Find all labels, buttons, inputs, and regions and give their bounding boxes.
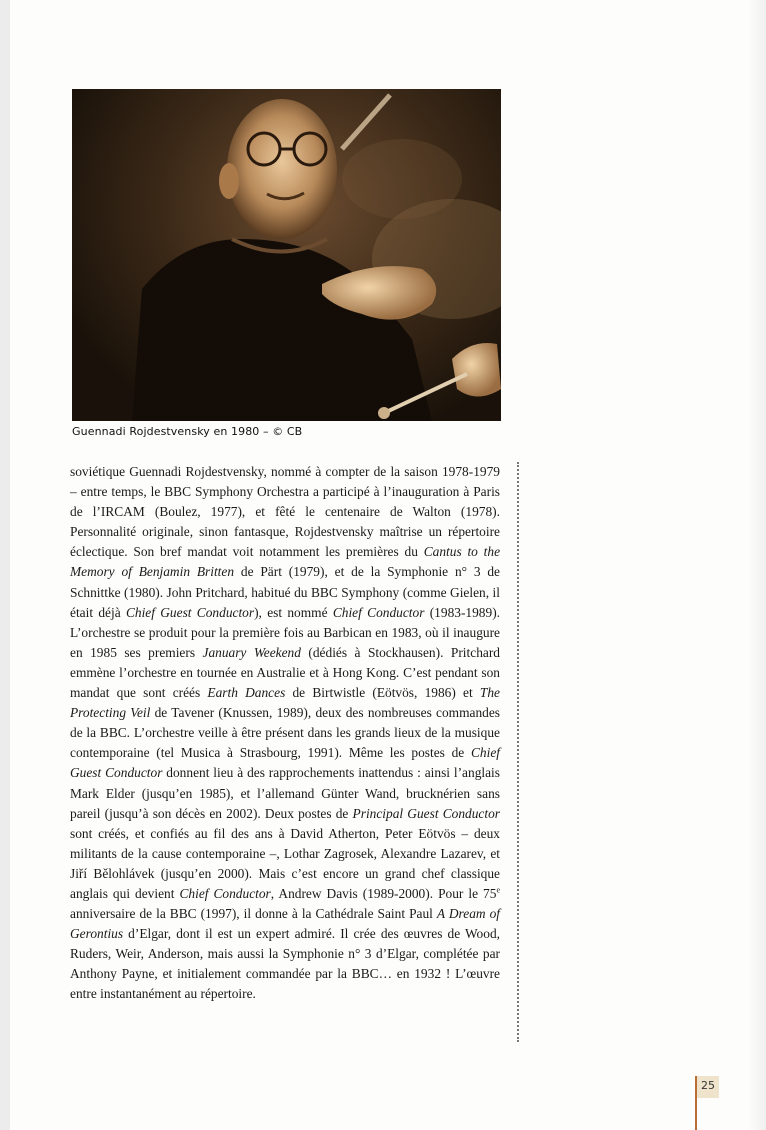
italic-title: Earth Dances bbox=[207, 685, 286, 701]
conductor-photo-illustration bbox=[72, 89, 501, 421]
italic-title: The Protecting Veil bbox=[70, 685, 500, 721]
article-body-text bbox=[70, 462, 500, 1005]
italic-title: Chief Guest Conductor bbox=[125, 604, 255, 620]
italic-title: A Dream of Gerontius bbox=[70, 906, 500, 942]
body-text-run: (1983-1989). L’orchestre se produit pour la première fois au Barbican en 1983, où il inaugure en 1985 ses premiers bbox=[70, 604, 501, 660]
body-text-run: (dédiés à Stockhausen). Pritchard emmène l’orchestre en tournée en Australie et à Hong Kong. C’est pendant son mandat que sont créés bbox=[70, 644, 500, 701]
body-text-run: anniversaire de la BBC (1997), il donne à la Cathédrale Saint Paul bbox=[70, 906, 437, 922]
ordinal-superscript: e bbox=[496, 885, 500, 895]
italic-title: Principal Guest Conductor bbox=[352, 805, 500, 821]
dotted-column-rule bbox=[517, 462, 519, 1042]
body-text-run: de Birtwistle (Eötvös, 1986) et bbox=[285, 685, 480, 701]
italic-title: Chief Conductor bbox=[179, 885, 271, 901]
body-text-run: de Pärt (1979), et de la Symphonie n° 3 de Schnittke (1980). John Pritchard, habitué du BBC Symphony (comme Gielen, il était déjà bbox=[70, 564, 500, 620]
page-right-edge bbox=[748, 0, 766, 1130]
photo-caption: Guennadi Rojdestvensky en 1980 – © CB bbox=[72, 425, 303, 438]
page-number: 25 bbox=[697, 1076, 719, 1098]
italic-title: Cantus to the Memory of Benjamin Britten bbox=[70, 544, 501, 580]
body-text-run: soviétique Guennadi Rojdestvensky, nommé à compter de la saison 1978-1979 – entre temps, le BBC Symphony Orchestra a participé à l’inauguration à Paris de l’IRCAM (Boulez, 1977), et fêté le centenaire de Walton (1978). Personnalité originale, sinon fantasque, Rojdestvensky maîtrise un répertoire éclectique. Son bref mandat voit notamment les premières du bbox=[70, 464, 500, 560]
conductor-photo bbox=[72, 89, 501, 421]
body-text-run: ), est nommé bbox=[254, 604, 333, 620]
italic-title: January Weekend bbox=[202, 644, 301, 660]
body-text-run: d’Elgar, dont il est un expert admiré. Il crée des œuvres de Wood, Ruders, Weir, Anderson, mais aussi la Symphonie n° 3 d’Elgar, complétée par Anthony Payne, et initialement commandée par la BBC… en 1932 ! L’œuvre entre instantanément au répertoire. bbox=[70, 926, 500, 1002]
page-left-edge bbox=[0, 0, 10, 1130]
body-text-run: , Andrew Davis (1989-2000). Pour le 75 bbox=[270, 885, 497, 901]
body-text-run: sont créés, et confiés au fil des ans à David Atherton, Peter Eötvös – deux militants de la cause contemporaine –, Lothar Zagrosek, Alexandre Lazarev, et Jiří Bělohlávek (jusqu’en 2000). Mais c’est encore un grand chef classique anglais qui devient bbox=[70, 825, 500, 901]
italic-title: Chief Guest Conductor bbox=[70, 745, 500, 781]
body-text-run: de Tavener (Knussen, 1989), deux des nombreuses commandes de la BBC. L’orchestre veille à être présent dans les grands lieux de la musique contemporaine (tel Musica à Strasbourg, 1991). Même les postes de bbox=[70, 705, 500, 761]
body-text-run: donnent lieu à des rapprochements inattendus : ainsi l’anglais Mark Elder (jusqu’en 1985), et l’allemand Günter Wand, brucknérien sans pareil (jusqu’à son décès en 2002). Deux postes de bbox=[70, 765, 500, 821]
italic-title: Chief Conductor bbox=[332, 604, 425, 620]
